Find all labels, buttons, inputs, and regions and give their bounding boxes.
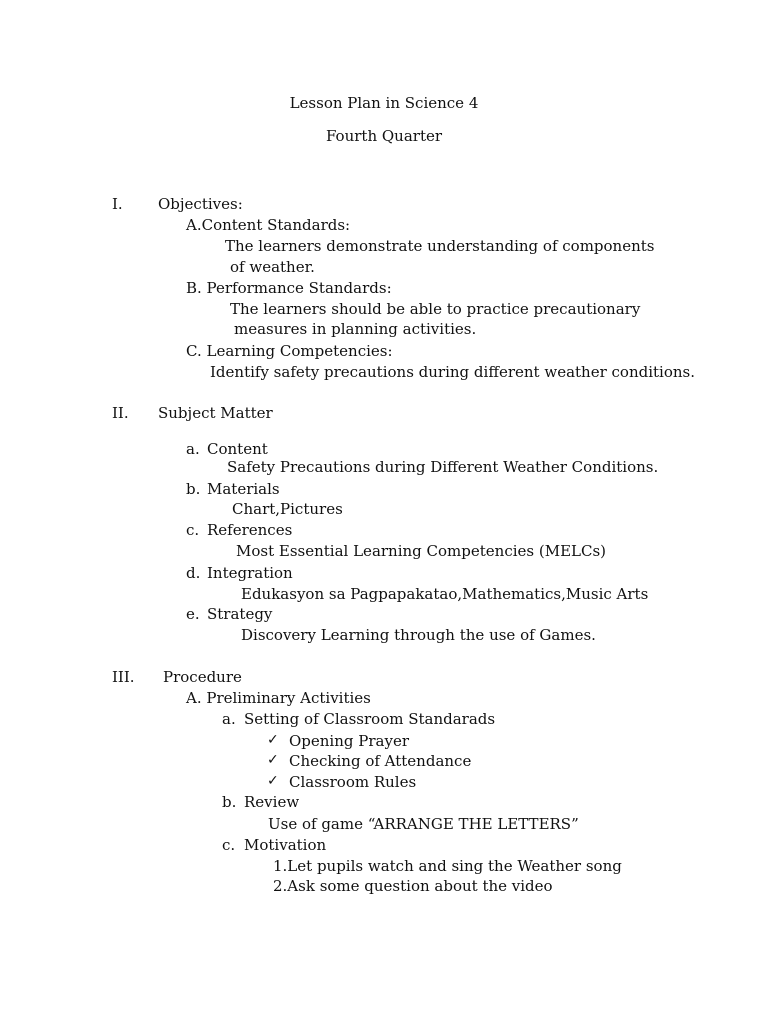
preliminary-activities-label: A. Preliminary Activities xyxy=(186,689,371,707)
subject-item-detail: Safety Precautions during Different Weather Conditions. xyxy=(227,458,659,476)
review-marker: b. xyxy=(222,793,237,811)
learning-competencies-text: Identify safety precautions during different weather conditions. xyxy=(210,363,695,381)
section-2-number: II. xyxy=(112,404,129,422)
subject-item-label: Integration xyxy=(207,564,293,582)
motivation-marker: c. xyxy=(222,836,236,854)
content-standards-text-1: The learners demonstrate understanding of components xyxy=(225,237,655,255)
subject-item-detail: Edukasyon sa Pagpapakatao,Mathematics,Music Arts xyxy=(241,585,649,603)
checklist-item: Classroom Rules xyxy=(289,773,417,791)
motivation-step: 1.Let pupils watch and sing the Weather song xyxy=(273,857,622,875)
setting-label: Setting of Classroom Standarads xyxy=(244,710,496,728)
content-standards-label: A.Content Standards: xyxy=(186,216,351,234)
subject-item-label: Materials xyxy=(207,480,280,498)
subject-item-detail: Chart,Pictures xyxy=(232,500,343,518)
motivation-label: Motivation xyxy=(244,836,327,854)
subject-item-marker: d. xyxy=(186,564,201,582)
checklist-item: Checking of Attendance xyxy=(289,752,472,770)
section-3-heading: Procedure xyxy=(163,668,242,686)
review-label: Review xyxy=(244,793,300,811)
section-1-heading: Objectives: xyxy=(158,195,243,213)
section-3-number: III. xyxy=(112,668,135,686)
content-standards-text-2: of weather. xyxy=(230,258,315,276)
subject-item-marker: c. xyxy=(186,521,200,539)
review-detail: Use of game “ARRANGE THE LETTERS” xyxy=(268,815,579,833)
performance-standards-text-2: measures in planning activities. xyxy=(234,320,477,338)
subject-item-marker: b. xyxy=(186,480,201,498)
setting-marker: a. xyxy=(222,710,236,728)
subject-item-detail: Discovery Learning through the use of Games. xyxy=(241,626,596,644)
document-title: Lesson Plan in Science 4 xyxy=(289,94,479,112)
checklist-item: Opening Prayer xyxy=(289,732,409,750)
document-quarter: Fourth Quarter xyxy=(325,127,443,145)
subject-item-detail: Most Essential Learning Competencies (MELCs) xyxy=(236,542,607,560)
section-1-number: I. xyxy=(112,195,123,213)
motivation-step: 2.Ask some question about the video xyxy=(273,877,553,895)
learning-competencies-label: C. Learning Competencies: xyxy=(186,342,393,360)
checkmark-icon: ✓ xyxy=(267,732,279,748)
subject-item-label: Content xyxy=(207,440,268,458)
subject-item-marker: a. xyxy=(186,440,200,458)
performance-standards-label: B. Performance Standards: xyxy=(186,279,392,297)
subject-item-marker: e. xyxy=(186,605,200,623)
subject-item-label: Strategy xyxy=(207,605,273,623)
performance-standards-text-1: The learners should be able to practice precautionary xyxy=(230,300,641,318)
section-2-heading: Subject Matter xyxy=(158,404,273,422)
checkmark-icon: ✓ xyxy=(267,773,279,789)
subject-item-label: References xyxy=(207,521,293,539)
checkmark-icon: ✓ xyxy=(267,752,279,768)
